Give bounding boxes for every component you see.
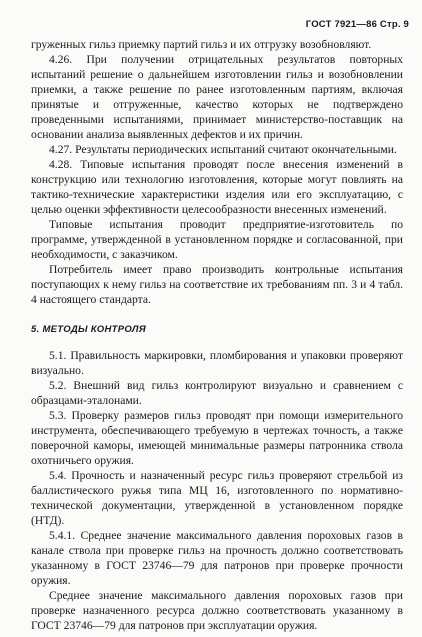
paragraph: Среднее значение максимального давления пороховых газов при проверке назначенного ресурса должно соответствовать указанному в ГОСТ 23746—79 для патронов при эксплуатации оружия. xyxy=(31,589,403,632)
paragraph: груженных гильз приемку партий гильз и их отгрузку возобновляют. xyxy=(31,38,372,51)
paragraph: 5.3. Проверку размеров гильз проводят при помощи измерительного инструмента, обеспечивающего требуемую в чертежах точность, а также поверочной каморы, имеющей минимальные размеры патронника ствола охотничьего оружия. xyxy=(31,409,403,467)
section-title: 5. МЕТОДЫ КОНТРОЛЯ xyxy=(31,324,146,335)
paragraph: 4.26. При получении отрицательных результатов повторных испытаний решение о дальнейшем изготовлении гильз и возобновлении приемки, а также решение по ранее изготовленным партиям, включая принятые и отгруженные, качество которых не подтверждено проведенными испытаниями, принимает министерство-поставщик на основании анализа выявленных дефектов и их причин. xyxy=(31,53,403,141)
paragraph: 5.2. Внешний вид гильз контролируют визуально и сравнением с образцами-эталонами. xyxy=(31,379,403,407)
paragraph: Потребитель имеет право производить контрольные испытания поступающих к нему гильз на соответствие их требованиям пп. 3 и 4 табл. 4 настоящего стандарта. xyxy=(31,263,403,306)
paragraph: 4.27. Результаты периодических испытаний считают окончательными. xyxy=(49,143,397,156)
paragraph: Типовые испытания проводит предприятие-изготовитель по программе, утвержденной в установленном порядке и согласованной, при необходимости, с заказчиком. xyxy=(31,218,403,261)
page-header: ГОСТ 7921—86 Стр. 9 xyxy=(305,19,409,30)
paragraph: 5.4. Прочность и назначенный ресурс гильз проверяют стрельбой из баллистического ружья типа МЦ 16, изготовленного по нормативно-технической документации, утвержденной в установленном порядке (НТД). xyxy=(31,469,403,527)
page-content xyxy=(31,37,403,633)
paragraph: 5.4.1. Среднее значение максимального давления пороховых газов в канале ствола при проверке гильз на прочность должно соответствовать указанному в ГОСТ 23746—79 для патронов при проверке прочности оружия. xyxy=(31,529,403,587)
paragraph: 4.28. Типовые испытания проводят после внесения изменений в конструкцию или технологию изготовления, которые могут повлиять на тактико-технические характеристики изделия или его эксплуатацию, с целью оценки эффективности целесообразности внесенных изменений. xyxy=(31,158,403,216)
paragraph: 5.1. Правильность маркировки, пломбирования и упаковки проверяют визуально. xyxy=(31,349,403,377)
